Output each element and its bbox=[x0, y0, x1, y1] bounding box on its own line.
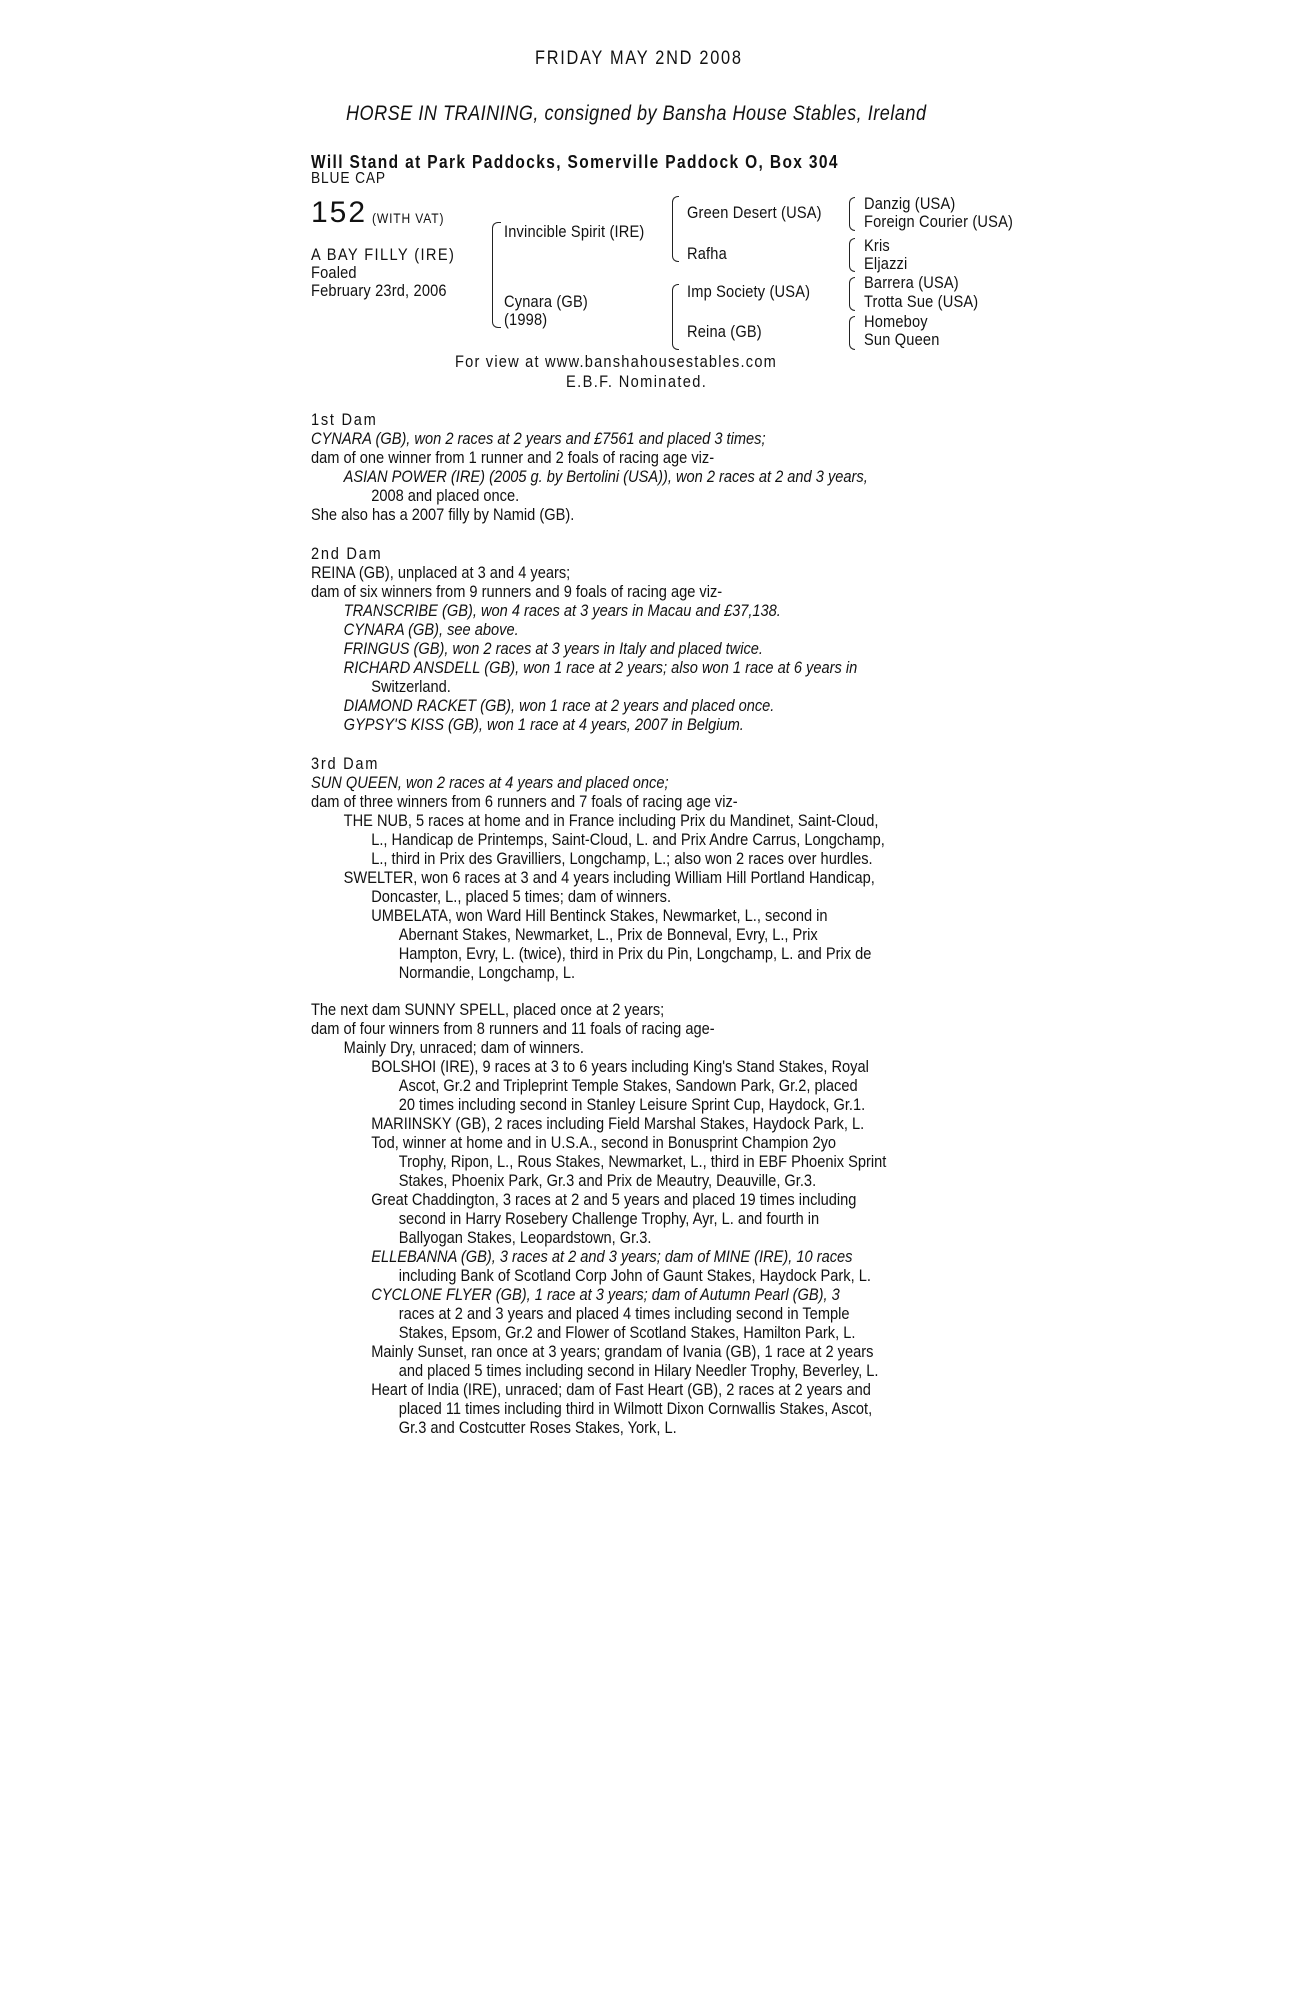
third-dam-heading: 3rd Dam bbox=[311, 754, 380, 773]
pedigree-gg6: Trotta Sue (USA) bbox=[864, 292, 979, 311]
vat-note: (WITH VAT) bbox=[372, 210, 445, 226]
second-dam-line: FRINGUS (GB), won 2 races at 3 years in Italy and placed twice. bbox=[343, 639, 763, 658]
pedigree-dam-sire: Imp Society (USA) bbox=[687, 282, 811, 301]
next-dam-line: Tod, winner at home and in U.S.A., second in Bonusprint Champion 2yo bbox=[371, 1133, 837, 1152]
first-dam-line: 2008 and placed once. bbox=[371, 486, 520, 505]
next-dam-line: placed 11 times including third in Wilmott Dixon Cornwallis Stakes, Ascot, bbox=[398, 1399, 873, 1418]
second-dam-line: GYPSY'S KISS (GB), won 1 race at 4 years, 2007 in Belgium. bbox=[343, 715, 744, 734]
next-dam-line: ELLEBANNA (GB), 3 races at 2 and 3 years; dam of MINE (IRE), 10 races bbox=[371, 1247, 853, 1266]
consignment-line: HORSE IN TRAINING, consigned by Bansha House Stables, Ireland bbox=[346, 102, 927, 125]
third-dam-line: L., third in Prix des Gravilliers, Longchamp, L.; also won 2 races over hurdles. bbox=[371, 849, 873, 868]
sale-date: FRIDAY MAY 2ND 2008 bbox=[535, 48, 743, 69]
pedigree-dam-year: (1998) bbox=[504, 310, 548, 329]
next-dam-line: Mainly Sunset, ran once at 3 years; grandam of Ivania (GB), 1 race at 2 years bbox=[371, 1342, 874, 1361]
next-dam-line: dam of four winners from 8 runners and 11 foals of racing age- bbox=[311, 1019, 715, 1038]
foaled-date: February 23rd, 2006 bbox=[311, 281, 447, 300]
pedigree-gg3: Kris bbox=[864, 236, 890, 255]
second-dam-line: CYNARA (GB), see above. bbox=[343, 620, 519, 639]
third-dam-line: Normandie, Longchamp, L. bbox=[398, 963, 576, 982]
next-dam-line: Mainly Dry, unraced; dam of winners. bbox=[343, 1038, 584, 1057]
lot-number: 152 bbox=[311, 196, 368, 229]
pedigree-bracket-dam bbox=[672, 284, 679, 350]
next-dam-line: Stakes, Epsom, Gr.2 and Flower of Scotland Stakes, Hamilton Park, L. bbox=[398, 1323, 856, 1342]
next-dam-line: MARIINSKY (GB), 2 races including Field Marshal Stakes, Haydock Park, L. bbox=[371, 1114, 865, 1133]
pedigree-gg5: Barrera (USA) bbox=[864, 273, 959, 292]
next-dam-line: Stakes, Phoenix Park, Gr.3 and Prix de Meautry, Deauville, Gr.3. bbox=[398, 1171, 817, 1190]
next-dam-line: Great Chaddington, 3 races at 2 and 5 years and placed 19 times including bbox=[371, 1190, 857, 1209]
first-dam-heading: 1st Dam bbox=[311, 410, 378, 429]
pedigree-gg2: Foreign Courier (USA) bbox=[864, 212, 1014, 231]
pedigree-dam: Cynara (GB) bbox=[504, 292, 588, 311]
third-dam-line: UMBELATA, won Ward Hill Bentinck Stakes, Newmarket, L., second in bbox=[371, 906, 828, 925]
second-dam-section bbox=[311, 544, 947, 734]
third-dam-line: SUN QUEEN, won 2 races at 4 years and placed once; bbox=[311, 773, 669, 792]
cap-colour: BLUE CAP bbox=[311, 170, 386, 187]
next-dam-line: Gr.3 and Costcutter Roses Stakes, York, L. bbox=[398, 1418, 677, 1437]
third-dam-line: THE NUB, 5 races at home and in France including Prix du Mandinet, Saint-Cloud, bbox=[343, 811, 879, 830]
second-dam-line: Switzerland. bbox=[371, 677, 451, 696]
pedigree-bracket-gg3 bbox=[849, 277, 855, 311]
next-dam-line: Heart of India (IRE), unraced; dam of Fast Heart (GB), 2 races at 2 years and bbox=[371, 1380, 871, 1399]
ebf-nominated: E.B.F. Nominated. bbox=[566, 372, 708, 391]
next-dam-line: Ascot, Gr.2 and Tripleprint Temple Stakes, Sandown Park, Gr.2, placed bbox=[398, 1076, 858, 1095]
pedigree-sire: Invincible Spirit (IRE) bbox=[504, 222, 645, 241]
stand-location: Will Stand at Park Paddocks, Somerville Paddock O, Box 304 bbox=[311, 152, 839, 172]
second-dam-line: dam of six winners from 9 runners and 9 foals of racing age viz- bbox=[311, 582, 723, 601]
third-dam-line: Abernant Stakes, Newmarket, L., Prix de Bonneval, Evry, L., Prix bbox=[398, 925, 818, 944]
first-dam-line: ASIAN POWER (IRE) (2005 g. by Bertolini (USA)), won 2 races at 2 and 3 years, bbox=[343, 467, 868, 486]
next-dam-line: CYCLONE FLYER (GB), 1 race at 3 years; dam of Autumn Pearl (GB), 3 bbox=[371, 1285, 840, 1304]
third-dam-line: SWELTER, won 6 races at 3 and 4 years including William Hill Portland Handicap, bbox=[343, 868, 875, 887]
next-dam-line: including Bank of Scotland Corp John of Gaunt Stakes, Haydock Park, L. bbox=[398, 1266, 871, 1285]
second-dam-line: TRANSCRIBE (GB), won 4 races at 3 years in Macau and £37,138. bbox=[343, 601, 781, 620]
third-dam-line: Doncaster, L., placed 5 times; dam of winners. bbox=[371, 887, 672, 906]
next-dam-line: Trophy, Ripon, L., Rous Stakes, Newmarket, L., third in EBF Phoenix Sprint bbox=[398, 1152, 887, 1171]
third-dam-line: dam of three winners from 6 runners and 7 foals of racing age viz- bbox=[311, 792, 738, 811]
pedigree-sire-sire: Green Desert (USA) bbox=[687, 203, 822, 222]
second-dam-line: REINA (GB), unplaced at 3 and 4 years; bbox=[311, 563, 571, 582]
pedigree-gg1: Danzig (USA) bbox=[864, 194, 956, 213]
next-dam-line: 20 times including second in Stanley Leisure Sprint Cup, Haydock, Gr.1. bbox=[398, 1095, 866, 1114]
first-dam-line: CYNARA (GB), won 2 races at 2 years and £7561 and placed 3 times; bbox=[311, 429, 766, 448]
pedigree-gg8: Sun Queen bbox=[864, 330, 940, 349]
next-dam-section bbox=[311, 1000, 947, 1437]
third-dam-section bbox=[311, 754, 947, 982]
pedigree-bracket-main bbox=[492, 222, 501, 328]
next-dam-line: BOLSHOI (IRE), 9 races at 3 to 6 years including King's Stand Stakes, Royal bbox=[371, 1057, 869, 1076]
next-dam-line: races at 2 and 3 years and placed 4 times including second in Temple bbox=[398, 1304, 850, 1323]
first-dam-line: dam of one winner from 1 runner and 2 foals of racing age viz- bbox=[311, 448, 715, 467]
second-dam-heading: 2nd Dam bbox=[311, 544, 383, 563]
pedigree-gg4: Eljazzi bbox=[864, 254, 908, 273]
second-dam-line: DIAMOND RACKET (GB), won 1 race at 2 years and placed once. bbox=[343, 696, 775, 715]
pedigree-bracket-gg4 bbox=[849, 316, 855, 350]
pedigree-bracket-sire bbox=[672, 196, 679, 262]
foaled-label: Foaled bbox=[311, 263, 357, 282]
pedigree-bracket-gg2 bbox=[849, 238, 855, 272]
pedigree-sire-dam: Rafha bbox=[687, 244, 727, 263]
third-dam-line: Hampton, Evry, L. (twice), third in Prix du Pin, Longchamp, L. and Prix de bbox=[398, 944, 872, 963]
pedigree-bracket-gg1 bbox=[849, 197, 855, 231]
first-dam-section bbox=[311, 410, 947, 524]
next-dam-line: second in Harry Rosebery Challenge Trophy, Ayr, L. and fourth in bbox=[398, 1209, 820, 1228]
third-dam-line: L., Handicap de Printemps, Saint-Cloud, L. and Prix Andre Carrus, Longchamp, bbox=[371, 830, 885, 849]
view-website: For view at www.banshahousestables.com bbox=[455, 352, 778, 371]
pedigree-gg7: Homeboy bbox=[864, 312, 928, 331]
next-dam-line: The next dam SUNNY SPELL, placed once at 2 years; bbox=[311, 1000, 665, 1019]
next-dam-line: and placed 5 times including second in Hilary Needler Trophy, Beverley, L. bbox=[398, 1361, 879, 1380]
lot-description: A BAY FILLY (IRE) bbox=[311, 245, 456, 264]
pedigree-dam-dam: Reina (GB) bbox=[687, 322, 762, 341]
second-dam-line: RICHARD ANSDELL (GB), won 1 race at 2 years; also won 1 race at 6 years in bbox=[343, 658, 858, 677]
first-dam-line: She also has a 2007 filly by Namid (GB). bbox=[311, 505, 575, 524]
next-dam-line: Ballyogan Stakes, Leopardstown, Gr.3. bbox=[398, 1228, 652, 1247]
